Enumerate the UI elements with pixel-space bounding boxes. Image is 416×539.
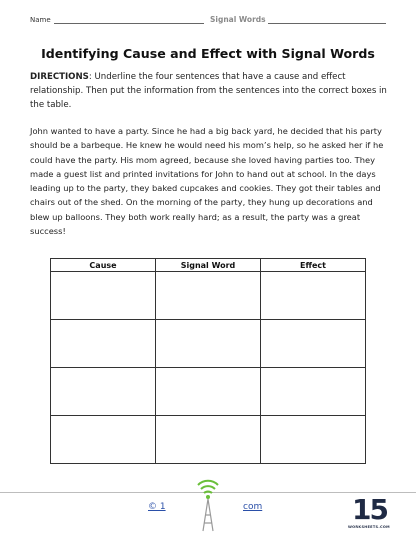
effect-cell[interactable] <box>261 368 366 416</box>
cause-cell[interactable] <box>51 272 156 320</box>
effect-cell[interactable] <box>261 320 366 368</box>
cause-effect-table <box>50 258 366 464</box>
brand-logo-caption: WORKSHEETS.COM <box>348 525 390 529</box>
table-header-row <box>51 259 366 272</box>
reading-passage: John wanted to have a party. Since he had a big back yard, he decided that his party should be a barbeque. He knew he would need his mom’s help, so he asked her if he could have the party. His mom agreed, because she loved having parties too. They made a guest list and printed invitations for John to hand out at school. In the days leading up to the party, they baked cupcakes and cookies. They got their tables and chairs out of the shed. On the morning of the party, they hung up decorations and blew up balloons. They both work really hard; as a result, the party was a great success! <box>30 126 384 237</box>
cause-cell[interactable] <box>51 320 156 368</box>
column-header-signal-word: Signal Word <box>156 259 261 272</box>
footer-copyright-link[interactable]: © 1 <box>148 502 166 512</box>
effect-cell[interactable] <box>261 416 366 464</box>
table-row <box>51 416 366 464</box>
table-row <box>51 272 366 320</box>
directions-text <box>30 70 388 112</box>
column-header-effect: Effect <box>261 259 366 272</box>
worksheet-topic: Signal Words <box>210 15 266 24</box>
header-bar <box>30 14 386 28</box>
page-title: Identifying Cause and Effect with Signal Words <box>41 46 375 61</box>
signal-word-cell[interactable] <box>156 320 261 368</box>
directions-label: DIRECTIONS <box>30 72 89 82</box>
name-line[interactable] <box>54 23 204 24</box>
name-label: Name <box>30 16 51 24</box>
signal-word-cell[interactable] <box>156 272 261 320</box>
brand-logo-number: 15 <box>352 493 387 526</box>
table-row <box>51 368 366 416</box>
cause-cell[interactable] <box>51 368 156 416</box>
wifi-tower-icon <box>193 473 223 533</box>
footer-domain-link[interactable]: com <box>243 502 263 512</box>
cause-cell[interactable] <box>51 416 156 464</box>
column-header-cause: Cause <box>51 259 156 272</box>
directions-body: : Underline the four sentences that have a cause and effect relationship. Then put the information from the sentences into the correct boxes in the table. <box>30 72 387 110</box>
effect-cell[interactable] <box>261 272 366 320</box>
signal-word-cell[interactable] <box>156 416 261 464</box>
signal-word-cell[interactable] <box>156 368 261 416</box>
table-row <box>51 320 366 368</box>
header-rule <box>268 23 386 24</box>
